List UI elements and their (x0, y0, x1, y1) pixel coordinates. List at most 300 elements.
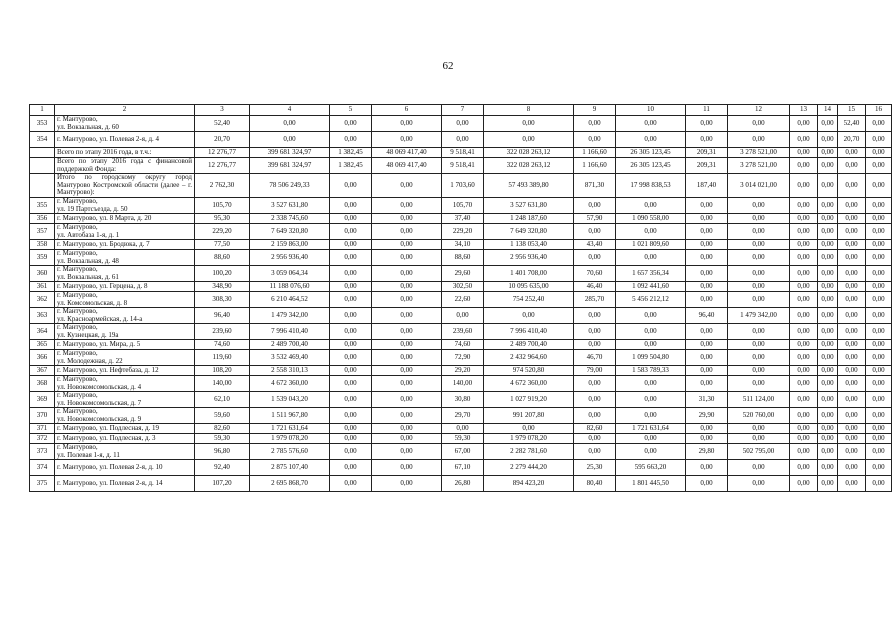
value-cell: 46,70 (574, 350, 616, 366)
value-cell: 3 014 021,00 (728, 174, 790, 198)
table-row (30, 324, 892, 340)
value-cell: 0,00 (372, 476, 442, 492)
value-cell: 30,80 (442, 392, 484, 408)
value-cell: 0,00 (330, 132, 372, 148)
address-cell: Итого по городскому округу город Мантурово Костромской области (далее – г. Мантурово): (55, 174, 195, 198)
address-cell: г. Мантурово, ул. Новокомсомольская, д. 7 (55, 392, 195, 408)
value-cell: 5 456 212,12 (616, 292, 686, 308)
value-cell: 0,00 (866, 376, 892, 392)
address-cell: г. Мантурово, ул. Новокомсомольская, д. 9 (55, 408, 195, 424)
value-cell: 0,00 (616, 224, 686, 240)
value-cell: 20,70 (838, 132, 866, 148)
value-cell: 2 159 863,00 (250, 240, 330, 250)
value-cell: 1 090 558,00 (616, 214, 686, 224)
value-cell: 0,00 (372, 266, 442, 282)
value-cell: 0,00 (818, 240, 838, 250)
value-cell: 0,00 (574, 116, 616, 132)
value-cell: 399 681 324,97 (250, 148, 330, 158)
table-container (29, 104, 885, 492)
value-cell: 0,00 (686, 376, 728, 392)
row-number: 374 (30, 460, 55, 476)
value-cell: 0,00 (866, 392, 892, 408)
row-number: 362 (30, 292, 55, 308)
value-cell: 0,00 (484, 116, 574, 132)
address-cell: г. Мантурово, ул. Красноармейская, д. 14-а (55, 308, 195, 324)
value-cell: 0,00 (838, 366, 866, 376)
value-cell: 0,00 (728, 376, 790, 392)
value-cell: 0,00 (616, 198, 686, 214)
value-cell: 308,30 (195, 292, 250, 308)
value-cell: 0,00 (330, 434, 372, 444)
value-cell: 0,00 (790, 366, 818, 376)
row-number: 364 (30, 324, 55, 340)
value-cell: 0,00 (818, 324, 838, 340)
value-cell: 82,60 (574, 424, 616, 434)
row-number: 370 (30, 408, 55, 424)
value-cell: 322 028 263,12 (484, 148, 574, 158)
row-number: 372 (30, 434, 55, 444)
value-cell: 59,30 (442, 434, 484, 444)
value-cell: 0,00 (442, 116, 484, 132)
value-cell: 2 875 107,40 (250, 460, 330, 476)
value-cell: 0,00 (866, 424, 892, 434)
value-cell: 43,40 (574, 240, 616, 250)
value-cell: 26,80 (442, 476, 484, 492)
value-cell: 0,00 (728, 424, 790, 434)
column-header: 10 (616, 105, 686, 116)
value-cell: 0,00 (838, 376, 866, 392)
value-cell: 22,60 (442, 292, 484, 308)
column-header: 12 (728, 105, 790, 116)
resettlement-table (29, 104, 892, 492)
value-cell: 2 338 745,60 (250, 214, 330, 224)
address-cell: г. Мантурово, ул. Подлесная, д. 19 (55, 424, 195, 434)
value-cell: 0,00 (866, 308, 892, 324)
value-cell: 0,00 (330, 366, 372, 376)
value-cell: 0,00 (372, 434, 442, 444)
value-cell: 0,00 (686, 214, 728, 224)
value-cell: 1 583 789,33 (616, 366, 686, 376)
value-cell: 0,00 (838, 424, 866, 434)
value-cell: 0,00 (818, 340, 838, 350)
value-cell: 12 276,77 (195, 148, 250, 158)
value-cell: 1 479 342,00 (250, 308, 330, 324)
value-cell: 95,30 (195, 214, 250, 224)
value-cell: 0,00 (330, 292, 372, 308)
value-cell: 0,00 (686, 424, 728, 434)
value-cell: 0,00 (372, 292, 442, 308)
value-cell: 0,00 (330, 324, 372, 340)
value-cell: 0,00 (616, 324, 686, 340)
value-cell: 0,00 (866, 434, 892, 444)
value-cell: 0,00 (574, 376, 616, 392)
value-cell: 0,00 (838, 282, 866, 292)
row-number: 369 (30, 392, 55, 408)
value-cell: 7 996 410,40 (484, 324, 574, 340)
value-cell: 0,00 (818, 408, 838, 424)
value-cell: 88,60 (442, 250, 484, 266)
value-cell: 0,00 (686, 292, 728, 308)
value-cell: 2 695 868,70 (250, 476, 330, 492)
value-cell: 0,00 (790, 116, 818, 132)
value-cell: 0,00 (790, 324, 818, 340)
value-cell: 1 092 441,60 (616, 282, 686, 292)
value-cell: 74,60 (195, 340, 250, 350)
address-cell: г. Мантурово, ул. Полевая 2-я, д. 14 (55, 476, 195, 492)
value-cell: 108,20 (195, 366, 250, 376)
value-cell: 0,00 (866, 266, 892, 282)
value-cell: 0,00 (330, 408, 372, 424)
value-cell: 1 801 445,50 (616, 476, 686, 492)
value-cell: 0,00 (866, 340, 892, 350)
value-cell: 0,00 (818, 174, 838, 198)
value-cell: 0,00 (616, 250, 686, 266)
value-cell: 3 527 631,80 (484, 198, 574, 214)
value-cell: 0,00 (372, 444, 442, 460)
value-cell: 0,00 (728, 116, 790, 132)
address-cell: г. Мантурово, ул. Нефтебаза, д. 12 (55, 366, 195, 376)
value-cell: 0,00 (838, 460, 866, 476)
value-cell: 0,00 (372, 250, 442, 266)
table-row (30, 340, 892, 350)
row-number: 368 (30, 376, 55, 392)
row-number: 375 (30, 476, 55, 492)
value-cell: 0,00 (838, 476, 866, 492)
value-cell: 0,00 (686, 116, 728, 132)
value-cell: 2 558 310,13 (250, 366, 330, 376)
value-cell: 0,00 (616, 434, 686, 444)
address-cell: г. Мантурово, ул. Вокзальная, д. 61 (55, 266, 195, 282)
row-number (30, 174, 55, 198)
column-header: 3 (195, 105, 250, 116)
table-row (30, 292, 892, 308)
value-cell: 0,00 (790, 460, 818, 476)
value-cell: 0,00 (686, 266, 728, 282)
value-cell: 0,00 (686, 132, 728, 148)
row-number: 366 (30, 350, 55, 366)
value-cell: 0,00 (442, 132, 484, 148)
value-cell: 0,00 (372, 282, 442, 292)
value-cell: 0,00 (818, 266, 838, 282)
value-cell: 0,00 (866, 324, 892, 340)
value-cell: 0,00 (818, 444, 838, 460)
value-cell: 0,00 (818, 292, 838, 308)
table-row (30, 434, 892, 444)
value-cell: 25,30 (574, 460, 616, 476)
value-cell: 0,00 (866, 224, 892, 240)
value-cell: 0,00 (818, 366, 838, 376)
value-cell: 239,60 (195, 324, 250, 340)
column-header: 11 (686, 105, 728, 116)
column-header: 6 (372, 105, 442, 116)
value-cell: 9 518,41 (442, 158, 484, 174)
value-cell: 0,00 (866, 148, 892, 158)
value-cell: 0,00 (686, 434, 728, 444)
value-cell: 29,60 (442, 266, 484, 282)
value-cell: 0,00 (818, 282, 838, 292)
value-cell: 399 681 324,97 (250, 158, 330, 174)
value-cell: 0,00 (838, 308, 866, 324)
value-cell: 2 489 700,40 (484, 340, 574, 350)
row-number: 365 (30, 340, 55, 350)
value-cell: 0,00 (330, 308, 372, 324)
table-header (30, 105, 892, 116)
value-cell: 974 520,80 (484, 366, 574, 376)
value-cell: 0,00 (728, 250, 790, 266)
value-cell: 1 401 708,00 (484, 266, 574, 282)
value-cell: 0,00 (330, 250, 372, 266)
value-cell: 0,00 (728, 350, 790, 366)
row-number: 373 (30, 444, 55, 460)
value-cell: 52,40 (838, 116, 866, 132)
value-cell: 871,30 (574, 174, 616, 198)
value-cell: 0,00 (790, 214, 818, 224)
table-row (30, 148, 892, 158)
column-header: 15 (838, 105, 866, 116)
value-cell: 0,00 (838, 266, 866, 282)
value-cell: 72,90 (442, 350, 484, 366)
value-cell: 0,00 (686, 224, 728, 240)
value-cell: 2 282 781,60 (484, 444, 574, 460)
value-cell: 0,00 (728, 198, 790, 214)
value-cell: 105,70 (442, 198, 484, 214)
value-cell: 2 762,30 (195, 174, 250, 198)
value-cell: 0,00 (574, 132, 616, 148)
value-cell: 0,00 (790, 308, 818, 324)
value-cell: 77,50 (195, 240, 250, 250)
page-number: 62 (442, 60, 454, 72)
value-cell: 0,00 (616, 340, 686, 350)
value-cell: 0,00 (818, 158, 838, 174)
value-cell: 0,00 (372, 392, 442, 408)
value-cell: 0,00 (838, 240, 866, 250)
value-cell: 0,00 (728, 366, 790, 376)
value-cell: 96,40 (686, 308, 728, 324)
column-header: 14 (818, 105, 838, 116)
value-cell: 0,00 (330, 282, 372, 292)
value-cell: 7 996 410,40 (250, 324, 330, 340)
address-cell: г. Мантурово, ул. Бродюка, д. 7 (55, 240, 195, 250)
value-cell: 0,00 (728, 282, 790, 292)
column-header: 9 (574, 105, 616, 116)
value-cell: 59,60 (195, 408, 250, 424)
value-cell: 1 703,60 (442, 174, 484, 198)
value-cell: 0,00 (574, 434, 616, 444)
value-cell: 0,00 (250, 116, 330, 132)
row-number: 355 (30, 198, 55, 214)
row-number: 356 (30, 214, 55, 224)
value-cell: 0,00 (866, 116, 892, 132)
value-cell: 0,00 (790, 408, 818, 424)
value-cell: 0,00 (790, 174, 818, 198)
value-cell: 0,00 (866, 292, 892, 308)
value-cell: 239,60 (442, 324, 484, 340)
value-cell: 3 059 064,34 (250, 266, 330, 282)
value-cell: 0,00 (838, 158, 866, 174)
value-cell: 209,31 (686, 158, 728, 174)
value-cell: 0,00 (616, 408, 686, 424)
value-cell: 7 649 320,80 (484, 224, 574, 240)
value-cell: 0,00 (866, 476, 892, 492)
table-row (30, 408, 892, 424)
value-cell: 0,00 (728, 224, 790, 240)
value-cell: 0,00 (818, 376, 838, 392)
value-cell: 0,00 (818, 224, 838, 240)
value-cell: 0,00 (866, 460, 892, 476)
value-cell: 0,00 (838, 444, 866, 460)
value-cell: 0,00 (728, 292, 790, 308)
address-cell: г. Мантурово, ул. 19 Партсъезда, д. 50 (55, 198, 195, 214)
value-cell: 1 657 356,34 (616, 266, 686, 282)
value-cell: 29,20 (442, 366, 484, 376)
value-cell: 0,00 (616, 392, 686, 408)
value-cell: 0,00 (574, 340, 616, 350)
value-cell: 26 305 123,45 (616, 148, 686, 158)
value-cell: 0,00 (372, 214, 442, 224)
value-cell: 0,00 (838, 292, 866, 308)
row-number: 358 (30, 240, 55, 250)
value-cell: 105,70 (195, 198, 250, 214)
value-cell: 229,20 (195, 224, 250, 240)
value-cell: 37,40 (442, 214, 484, 224)
value-cell: 3 527 631,80 (250, 198, 330, 214)
value-cell: 0,00 (790, 340, 818, 350)
value-cell: 0,00 (442, 424, 484, 434)
column-header: 16 (866, 105, 892, 116)
value-cell: 11 188 076,60 (250, 282, 330, 292)
value-cell: 0,00 (484, 424, 574, 434)
value-cell: 1 027 919,20 (484, 392, 574, 408)
value-cell: 0,00 (838, 350, 866, 366)
value-cell: 0,00 (686, 240, 728, 250)
value-cell: 0,00 (686, 198, 728, 214)
value-cell: 0,00 (818, 392, 838, 408)
value-cell: 29,90 (686, 408, 728, 424)
value-cell: 0,00 (616, 376, 686, 392)
table-row (30, 476, 892, 492)
value-cell: 0,00 (728, 132, 790, 148)
value-cell: 0,00 (330, 340, 372, 350)
row-number (30, 148, 55, 158)
value-cell: 78 506 249,33 (250, 174, 330, 198)
table-row (30, 198, 892, 214)
value-cell: 0,00 (866, 240, 892, 250)
value-cell: 0,00 (616, 308, 686, 324)
value-cell: 57,90 (574, 214, 616, 224)
value-cell: 2 279 444,20 (484, 460, 574, 476)
value-cell: 0,00 (330, 392, 372, 408)
table-row (30, 240, 892, 250)
value-cell: 0,00 (818, 116, 838, 132)
value-cell: 0,00 (818, 424, 838, 434)
row-number: 353 (30, 116, 55, 132)
row-number: 371 (30, 424, 55, 434)
value-cell: 1 539 043,20 (250, 392, 330, 408)
table-row (30, 214, 892, 224)
value-cell: 0,00 (790, 240, 818, 250)
column-header: 2 (55, 105, 195, 116)
row-number: 361 (30, 282, 55, 292)
value-cell: 6 210 464,52 (250, 292, 330, 308)
value-cell: 12 276,77 (195, 158, 250, 174)
value-cell: 209,31 (686, 148, 728, 158)
column-header: 4 (250, 105, 330, 116)
value-cell: 0,00 (372, 366, 442, 376)
value-cell: 0,00 (686, 476, 728, 492)
value-cell: 1 479 342,00 (728, 308, 790, 324)
value-cell: 991 207,80 (484, 408, 574, 424)
value-cell: 0,00 (372, 224, 442, 240)
address-cell: г. Мантурово, ул. Полевая 1-я, д. 11 (55, 444, 195, 460)
value-cell: 0,00 (838, 224, 866, 240)
value-cell: 119,60 (195, 350, 250, 366)
value-cell: 0,00 (686, 350, 728, 366)
value-cell: 107,20 (195, 476, 250, 492)
table-row (30, 282, 892, 292)
table-row (30, 460, 892, 476)
value-cell: 0,00 (866, 158, 892, 174)
value-cell: 29,80 (686, 444, 728, 460)
value-cell: 0,00 (818, 350, 838, 366)
value-cell: 285,70 (574, 292, 616, 308)
address-cell: Всего по этапу 2016 года, в т.ч.: (55, 148, 195, 158)
value-cell: 229,20 (442, 224, 484, 240)
value-cell: 3 278 521,00 (728, 158, 790, 174)
value-cell: 0,00 (866, 350, 892, 366)
value-cell: 26 305 123,45 (616, 158, 686, 174)
address-cell: г. Мантурово, ул. Молодежная, д. 22 (55, 350, 195, 366)
value-cell: 0,00 (686, 282, 728, 292)
column-header: 5 (330, 105, 372, 116)
value-cell: 0,00 (372, 174, 442, 198)
value-cell: 0,00 (330, 214, 372, 224)
table-row (30, 350, 892, 366)
value-cell: 0,00 (330, 174, 372, 198)
value-cell: 0,00 (728, 476, 790, 492)
value-cell: 0,00 (330, 476, 372, 492)
value-cell: 0,00 (790, 198, 818, 214)
value-cell: 0,00 (686, 460, 728, 476)
value-cell: 0,00 (616, 132, 686, 148)
address-cell: г. Мантурово, ул. Полевая 2-я, д. 10 (55, 460, 195, 476)
value-cell: 31,30 (686, 392, 728, 408)
value-cell: 0,00 (330, 116, 372, 132)
table-row (30, 132, 892, 148)
value-cell: 754 252,40 (484, 292, 574, 308)
value-cell: 0,00 (818, 148, 838, 158)
value-cell: 1 382,45 (330, 148, 372, 158)
value-cell: 0,00 (616, 116, 686, 132)
value-cell: 1 721 631,64 (250, 424, 330, 434)
value-cell: 1 166,60 (574, 148, 616, 158)
value-cell: 1 099 504,80 (616, 350, 686, 366)
value-cell: 7 649 320,80 (250, 224, 330, 240)
value-cell: 302,50 (442, 282, 484, 292)
value-cell: 2 956 936,40 (250, 250, 330, 266)
value-cell: 0,00 (866, 174, 892, 198)
value-cell: 0,00 (574, 408, 616, 424)
value-cell: 0,00 (728, 324, 790, 340)
value-cell: 0,00 (790, 224, 818, 240)
value-cell: 0,00 (330, 460, 372, 476)
value-cell: 0,00 (866, 366, 892, 376)
value-cell: 59,30 (195, 434, 250, 444)
value-cell: 1 021 809,60 (616, 240, 686, 250)
value-cell: 595 663,20 (616, 460, 686, 476)
table-row (30, 424, 892, 434)
value-cell: 0,00 (330, 224, 372, 240)
value-cell: 10 095 635,00 (484, 282, 574, 292)
